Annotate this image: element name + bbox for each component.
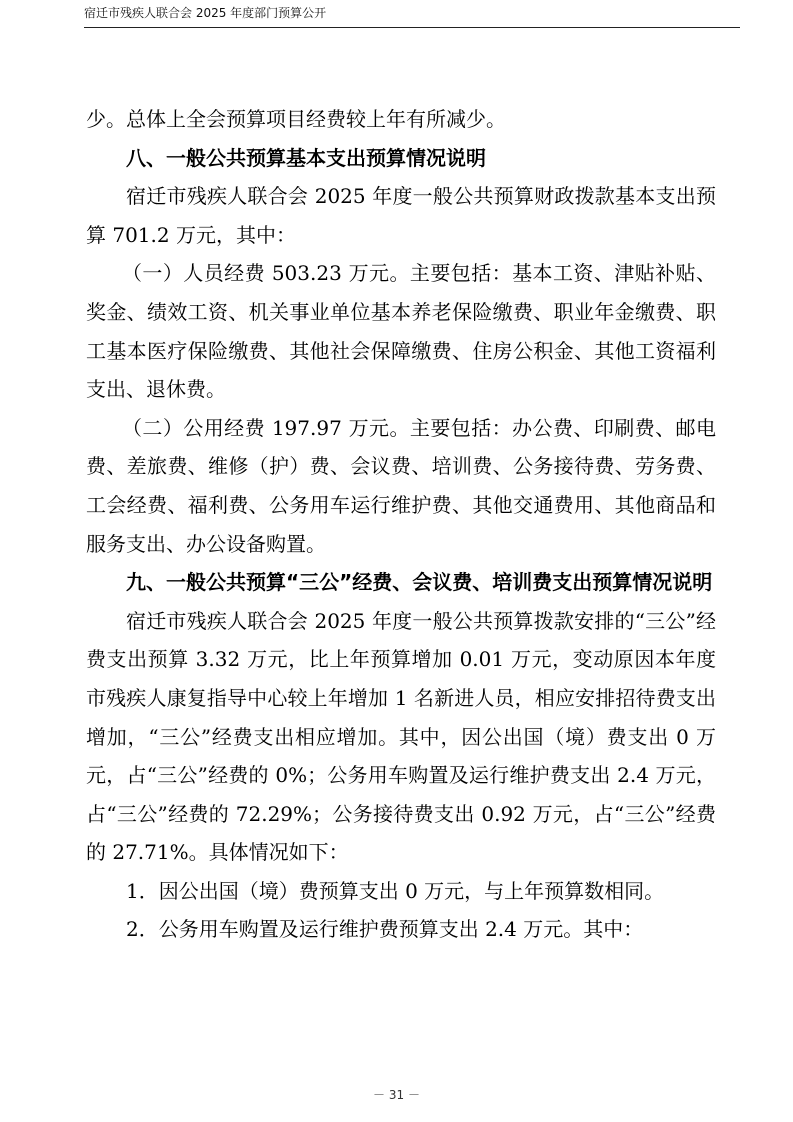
page-number: － 31 － xyxy=(373,1088,420,1102)
list-item: 1．因公出国（境）费预算支出 0 万元，与上年预算数相同。 xyxy=(126,878,665,903)
body-paragraph: 少。总体上全会预算项目经费较上年有所减少。 xyxy=(86,107,506,131)
body-paragraph: （一）人员经费 503.23 万元。主要包括：基本工资、津贴补贴、奖金、绩效工资、机关事业单位基本养老保险缴费、职业年金缴费、职工基本医疗保险缴费、其他社会保障缴费、住房公积金、其他工资福利支出、退休费。 xyxy=(86,261,716,402)
body-paragraph: 宿迁市残疾人联合会 2025 年度一般公共预算拨款安排的“三公”经费支出预算 3.32 万元，比上年预算增加 0.01 万元，变动原因本年度市残疾人康复指导中心较上年增加 1 名新进人员，相应安排招待费支出增加，“三公”经费支出相应增加。其中，因公出国（境）费支出 0 万元，占“三公”经费的 0%；公务用车购置及运行维护费支出 2.4 万元，占“三公”经费的 72.29%；公务接待费支出 0.92 万元，占“三公”经费的 27.71%。具体情况如下： xyxy=(86,608,716,865)
section-heading: 八、一般公共预算基本支出预算情况说明 xyxy=(126,145,486,170)
section-heading: 九、一般公共预算“三公”经费、会议费、培训费支出预算情况说明 xyxy=(126,570,713,595)
body-paragraph: 宿迁市残疾人联合会 2025 年度一般公共预算财政拨款基本支出预算 701.2 万元，其中： xyxy=(86,184,716,247)
document-body xyxy=(86,100,716,949)
body-paragraph: （二）公用经费 197.97 万元。主要包括：办公费、印刷费、邮电费、差旅费、维修（护）费、会议费、培训费、公务接待费、劳务费、工会经费、福利费、公务用车运行维护费、其他交通费用、其他商品和服务支出、办公设备购置。 xyxy=(86,415,716,556)
list-item: 2．公务用车购置及运行维护费预算支出 2.4 万元。其中： xyxy=(126,917,644,942)
header-divider xyxy=(84,27,740,28)
page-header: 宿迁市残疾人联合会 2025 年度部门预算公开 xyxy=(84,6,327,20)
